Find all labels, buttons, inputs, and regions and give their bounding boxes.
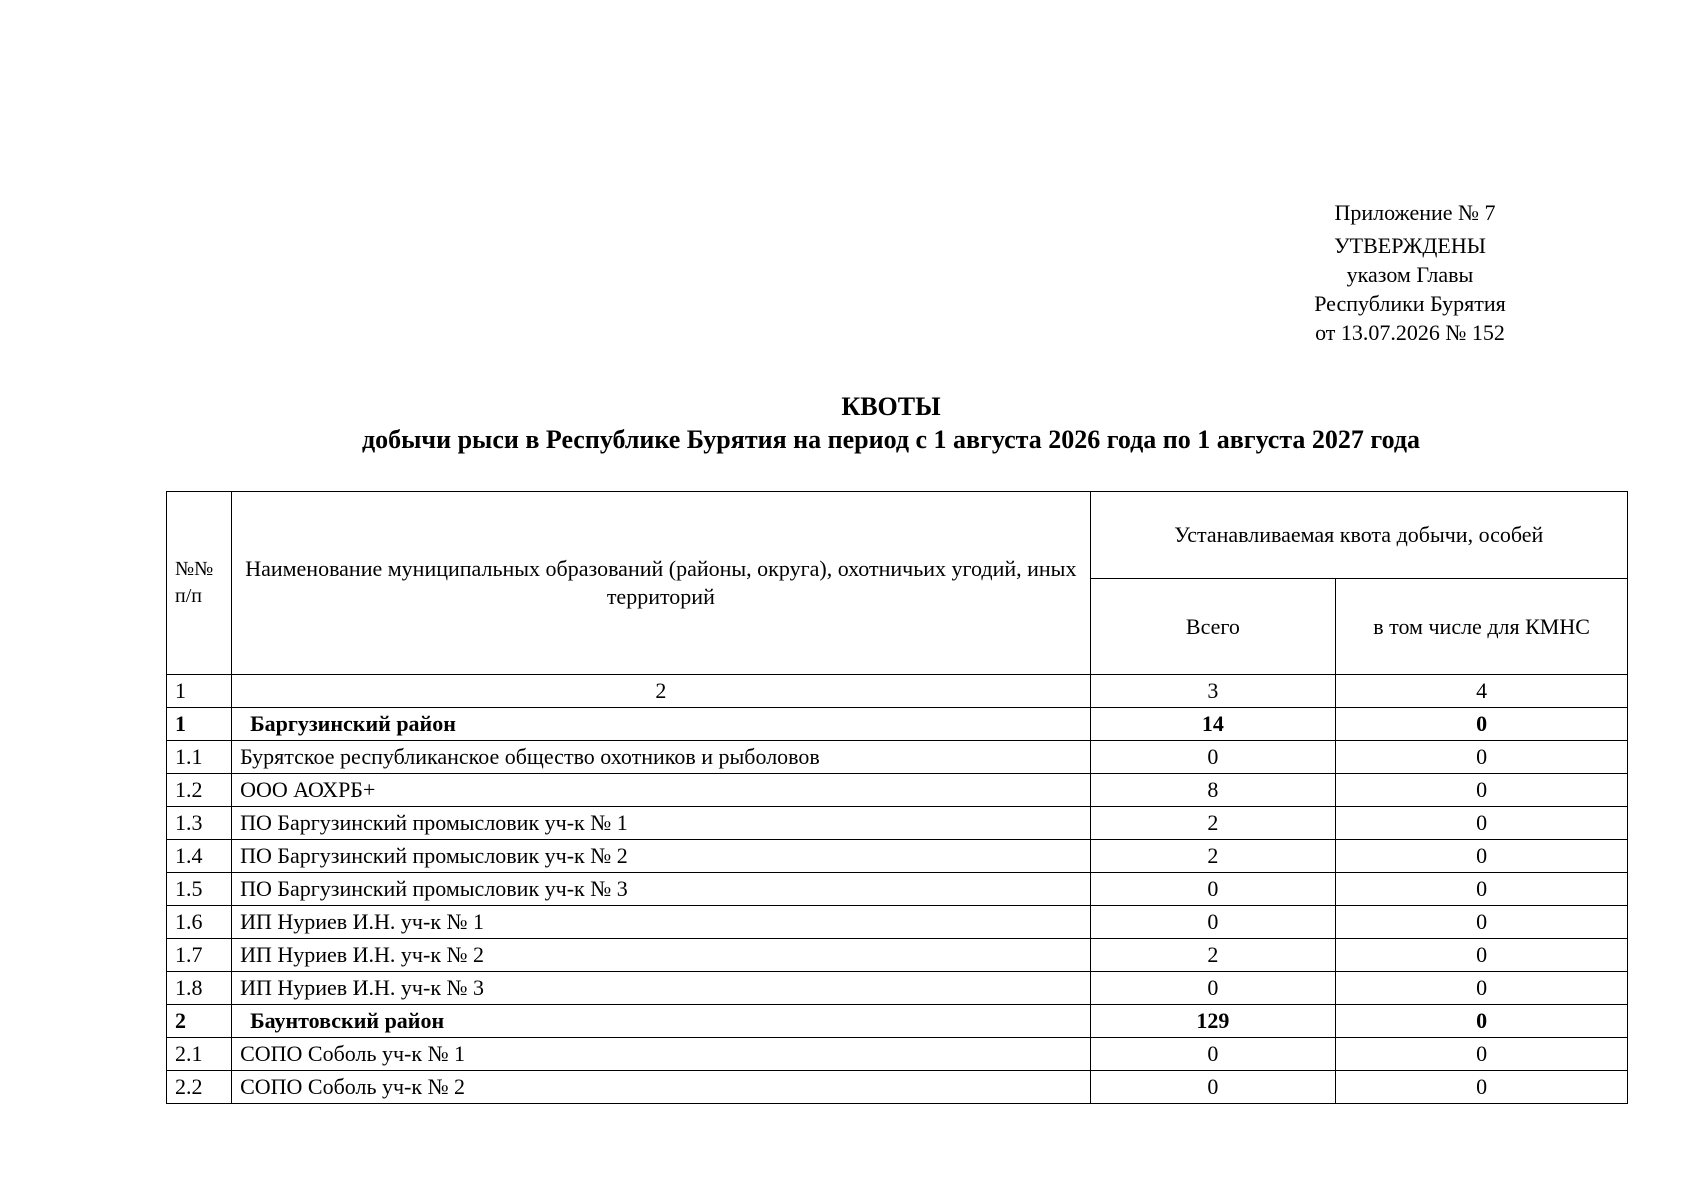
header-quota: Устанавливаемая квота добычи, особей <box>1090 492 1627 579</box>
approved-label: УТВЕРЖДЕНЫ <box>1334 233 1486 258</box>
document-title <box>0 390 1698 457</box>
territory-name-cell: ИП Нуриев И.Н. уч-к № 2 <box>232 939 1091 972</box>
table-row <box>167 708 1628 741</box>
table-row <box>167 939 1628 972</box>
table-row <box>167 972 1628 1005</box>
header-kmns: в том числе для КМНС <box>1336 579 1628 675</box>
table-row <box>167 741 1628 774</box>
quota-total-cell: 0 <box>1090 1071 1336 1104</box>
quota-total-cell: 2 <box>1090 807 1336 840</box>
table-row <box>167 1038 1628 1071</box>
quota-kmns-cell: 0 <box>1336 1071 1628 1104</box>
table-row <box>167 873 1628 906</box>
republic-label: Республики Бурятия <box>1314 291 1506 316</box>
table-row <box>167 807 1628 840</box>
header-row-number: №№ п/п <box>167 492 232 675</box>
quota-kmns-cell: 0 <box>1336 873 1628 906</box>
column-numbers-row <box>167 675 1628 708</box>
row-number-cell: 1.5 <box>167 873 232 906</box>
territory-name-cell: ПО Баргузинский промысловик уч-к № 1 <box>232 807 1091 840</box>
territory-name-cell: ПО Баргузинский промысловик уч-к № 3 <box>232 873 1091 906</box>
quota-kmns-cell: 0 <box>1336 807 1628 840</box>
quota-kmns-cell: 0 <box>1336 774 1628 807</box>
row-number-cell: 1.7 <box>167 939 232 972</box>
header-territory-name: Наименование муниципальных образований (районы, округа), охотничьих угодий, иных территорий <box>232 492 1091 675</box>
quota-total-cell: 0 <box>1090 906 1336 939</box>
quota-kmns-cell: 0 <box>1336 708 1628 741</box>
quota-total-cell: 2 <box>1090 840 1336 873</box>
quota-kmns-cell: 0 <box>1336 741 1628 774</box>
quota-total-cell: 0 <box>1090 1038 1336 1071</box>
row-number-cell: 2 <box>167 1005 232 1038</box>
quota-total-cell: 0 <box>1090 741 1336 774</box>
quota-total-cell: 129 <box>1090 1005 1336 1038</box>
quota-kmns-cell: 0 <box>1336 1038 1628 1071</box>
table-row <box>167 774 1628 807</box>
row-number-cell: 2.1 <box>167 1038 232 1071</box>
territory-name-cell: ИП Нуриев И.Н. уч-к № 3 <box>232 972 1091 1005</box>
appendix-approval-block <box>1230 198 1590 347</box>
row-number-cell: 1.2 <box>167 774 232 807</box>
quota-kmns-cell: 0 <box>1336 906 1628 939</box>
title-subtitle: добычи рыси в Республике Бурятия на период с 1 августа 2026 года по 1 августа 2027 года <box>361 425 1420 454</box>
quota-total-cell: 14 <box>1090 708 1336 741</box>
quota-kmns-cell: 0 <box>1336 840 1628 873</box>
table-row <box>167 906 1628 939</box>
row-number-cell: 1.6 <box>167 906 232 939</box>
territory-name-cell: Баргузинский район <box>232 708 1091 741</box>
quota-total-cell: 0 <box>1090 873 1336 906</box>
decree-label: указом Главы <box>1346 262 1474 287</box>
territory-name-cell: ИП Нуриев И.Н. уч-к № 1 <box>232 906 1091 939</box>
quota-table <box>166 491 1628 1104</box>
row-number-cell: 1.1 <box>167 741 232 774</box>
territory-name-cell: ПО Баргузинский промысловик уч-к № 2 <box>232 840 1091 873</box>
quota-kmns-cell: 0 <box>1336 1005 1628 1038</box>
quota-kmns-cell: 0 <box>1336 972 1628 1005</box>
table-row <box>167 1071 1628 1104</box>
quota-total-cell: 2 <box>1090 939 1336 972</box>
row-number-cell: 1.4 <box>167 840 232 873</box>
column-number-3: 3 <box>1090 675 1336 708</box>
quota-total-cell: 0 <box>1090 972 1336 1005</box>
decree-date: от 13.07.2026 № 152 <box>1315 320 1505 345</box>
column-number-4: 4 <box>1336 675 1628 708</box>
column-number-1: 1 <box>167 675 232 708</box>
header-total: Всего <box>1090 579 1336 675</box>
table-row <box>167 1005 1628 1038</box>
territory-name-cell: ООО АОХРБ+ <box>232 774 1091 807</box>
column-number-2: 2 <box>232 675 1091 708</box>
appendix-number: Приложение № 7 <box>1334 200 1496 225</box>
territory-name-cell: Бурятское республиканское общество охотников и рыболовов <box>232 741 1091 774</box>
territory-name-cell: Баунтовский район <box>232 1005 1091 1038</box>
table-row <box>167 840 1628 873</box>
row-number-cell: 1.3 <box>167 807 232 840</box>
title-main: КВОТЫ <box>841 392 941 421</box>
territory-name-cell: СОПО Соболь уч-к № 2 <box>232 1071 1091 1104</box>
quota-kmns-cell: 0 <box>1336 939 1628 972</box>
territory-name-cell: СОПО Соболь уч-к № 1 <box>232 1038 1091 1071</box>
row-number-cell: 1.8 <box>167 972 232 1005</box>
row-number-cell: 1 <box>167 708 232 741</box>
quota-total-cell: 8 <box>1090 774 1336 807</box>
row-number-cell: 2.2 <box>167 1071 232 1104</box>
